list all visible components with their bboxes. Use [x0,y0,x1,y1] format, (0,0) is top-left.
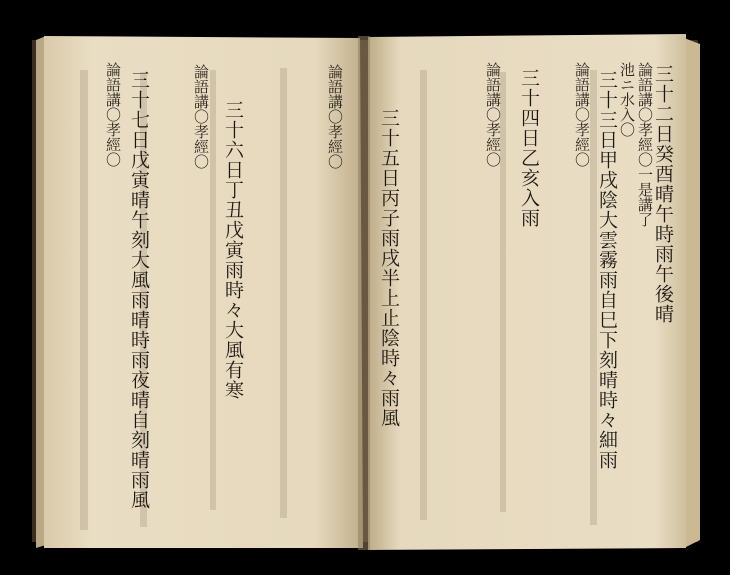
right-line-8: 三十五日丙子雨戌半上止陰時々雨風 [378,108,400,428]
right-line-1: 三十二日癸酉晴午時雨午後晴 [652,64,674,324]
right-line-3: 池ニ水入〇 [618,62,636,137]
left-line-3: 論語講〇孝經〇 [192,64,210,169]
left-line-4: 三十七日戊寅晴午刻大風雨晴時雨夜晴自刻晴雨風 [128,70,150,510]
left-line-2: 三十六日丁丑戊寅雨時々大風有寒 [222,100,244,400]
right-line-2: 論語講〇孝經〇一是講了 [636,62,654,227]
right-line-7: 論語講〇孝經〇 [484,62,502,167]
page-stack-right [684,38,700,548]
right-line-5: 論語講〇孝經〇 [573,62,591,167]
left-line-1: 論語講〇孝經〇 [326,64,344,169]
right-line-4: 三十三日甲戌陰大雲霧雨自巳下刻晴時々細雨 [596,70,618,470]
left-line-5: 論語講〇孝經〇 [104,62,122,167]
gutter [358,36,370,550]
right-line-6: 三十四日乙亥入雨 [518,68,540,228]
